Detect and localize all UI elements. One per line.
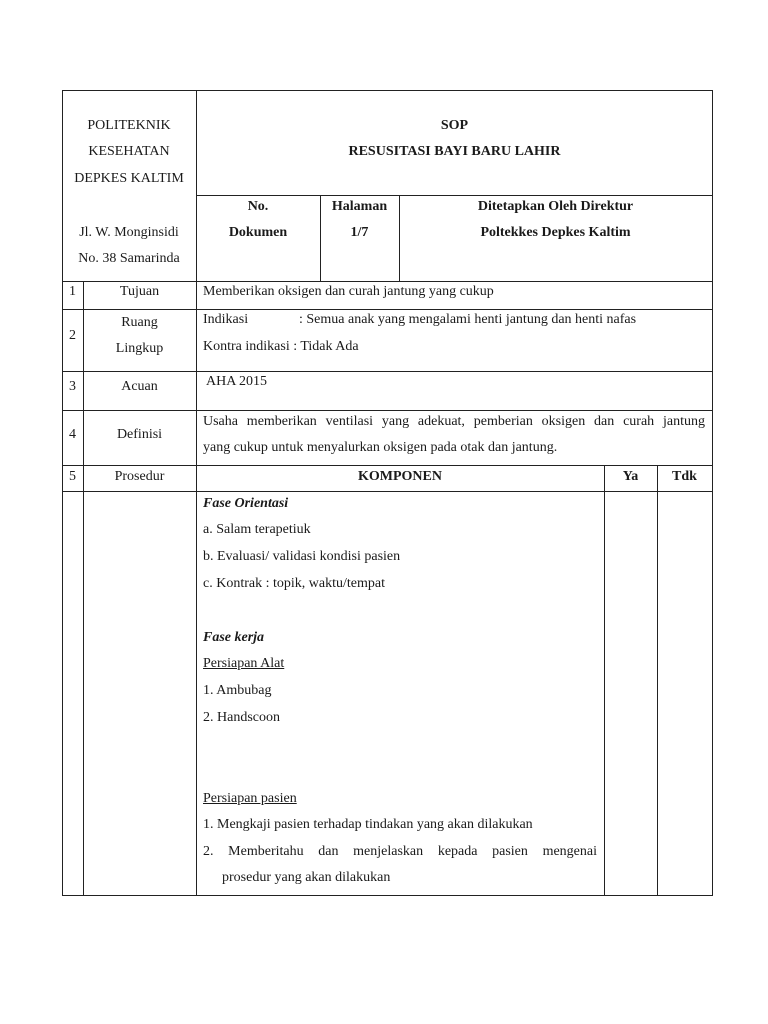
row-label-ruang: Ruang: [121, 315, 158, 330]
border-top: [62, 90, 713, 91]
pasien-item: 1. Mengkaji pasien terhadap tindakan yang akan dilakukan: [203, 817, 533, 832]
row-number: 1: [69, 284, 76, 299]
no-dokumen-label-1: No.: [247, 199, 269, 214]
row-number: 2: [69, 328, 76, 343]
no-dokumen-label-2: Dokumen: [228, 225, 288, 240]
pasien-item: 2. Memberitahu dan menjelaskan kepada pasien mengenai: [203, 844, 597, 859]
indikasi-label: Indikasi: [203, 312, 249, 327]
fase-kerja-heading: Fase kerja: [203, 630, 265, 645]
row-label-acuan: Acuan: [121, 379, 158, 394]
orientasi-item: a. Salam terapetiuk: [203, 522, 311, 537]
halaman-label: Halaman: [331, 199, 388, 214]
header-divider: [196, 195, 713, 196]
row5-top: [62, 465, 713, 466]
ditetapkan-line-2: Poltekkes Depkes Kaltim: [480, 225, 631, 240]
fase-orientasi-heading: Fase Orientasi: [203, 496, 289, 511]
border-left: [62, 90, 63, 896]
row-label-tujuan: Tujuan: [119, 284, 160, 299]
indikasi-value: : Semua anak yang mengalami henti jantung dan henti nafas: [299, 312, 637, 327]
row-label-lingkup: Lingkup: [115, 341, 164, 356]
row-label-definisi: Definisi: [116, 427, 163, 442]
acuan-content: AHA 2015: [206, 374, 268, 389]
definisi-line-1: Usaha memberikan ventilasi yang adekuat, pemberian oksigen dan curah jantung: [203, 414, 705, 429]
row-number: 5: [69, 469, 76, 484]
doc-title: RESUSITASI BAYI BARU LAHIR: [348, 144, 561, 159]
definisi-line-2: yang cukup untuk menyalurkan oksigen pada otak dan jantung.: [203, 440, 558, 455]
institution-line-1: POLITEKNIK: [87, 118, 171, 133]
alat-item: 2. Handscoon: [203, 710, 280, 725]
col-ya-left: [604, 465, 605, 896]
institution-line-3: DEPKES KALTIM: [74, 171, 184, 186]
col-header-komponen: KOMPONEN: [358, 469, 442, 484]
col-header-ya: Ya: [622, 469, 639, 484]
row-number: 3: [69, 379, 76, 394]
row-label-prosedur: Prosedur: [114, 469, 165, 484]
row1-top: [62, 281, 713, 282]
ditetapkan-line-1: Ditetapkan Oleh Direktur: [477, 199, 634, 214]
row-number: 4: [69, 427, 76, 442]
col-num-right: [83, 281, 84, 896]
persiapan-pasien-heading: Persiapan pasien: [203, 791, 297, 806]
row4-top: [62, 410, 713, 411]
orientasi-item: b. Evaluasi/ validasi kondisi pasien: [203, 549, 401, 564]
col-tdk-left: [657, 465, 658, 896]
row2-top: [62, 309, 713, 310]
address-line-2: No. 38 Samarinda: [78, 251, 180, 266]
alat-item: 1. Ambubag: [203, 683, 272, 698]
orientasi-item: c. Kontrak : topik, waktu/tempat: [203, 576, 385, 591]
col-header-tdk: Tdk: [672, 469, 697, 484]
address-line-1: Jl. W. Monginsidi: [79, 225, 179, 240]
tujuan-content: Memberikan oksigen dan curah jantung yang cukup: [203, 284, 494, 299]
halaman-value: 1/7: [350, 225, 369, 240]
kontra-indikasi: Kontra indikasi : Tidak Ada: [203, 339, 359, 354]
persiapan-alat-heading: Persiapan Alat: [203, 656, 285, 671]
border-right: [712, 90, 713, 896]
row6-top: [62, 491, 713, 492]
border-bottom: [62, 895, 713, 896]
institution-line-2: KESEHATAN: [88, 144, 170, 159]
doc-type: SOP: [440, 118, 469, 133]
pasien-item-continuation: prosedur yang akan dilakukan: [222, 870, 391, 885]
row3-top: [62, 371, 713, 372]
